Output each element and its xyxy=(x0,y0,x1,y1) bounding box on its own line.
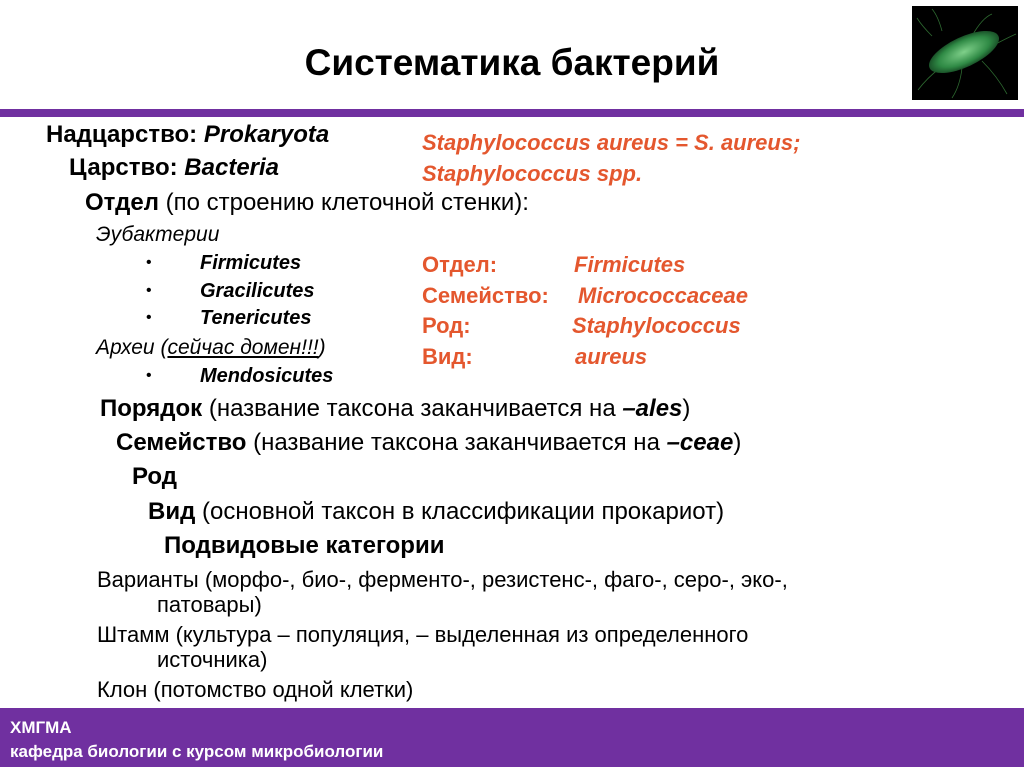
archaea-label: Археи ( xyxy=(96,336,168,359)
header-divider xyxy=(0,109,1024,117)
archaea-item: Mendosicutes xyxy=(200,365,334,387)
eubacteria-item: Firmicutes xyxy=(200,252,302,274)
footer-department: кафедра биологии с курсом микробиологии xyxy=(10,742,384,761)
order-suffix: –ales xyxy=(622,395,683,422)
right-row-label: Вид: xyxy=(422,344,473,369)
species-line xyxy=(148,498,724,526)
division-label: Отдел xyxy=(85,189,159,216)
right-row-label: Семейство: xyxy=(422,283,549,308)
right-row-value: Micrococcaceae xyxy=(578,283,748,308)
family-label: Семейство xyxy=(116,429,247,456)
bacterium-icon xyxy=(912,6,1018,100)
archaea-note: сейчас домен!!! xyxy=(167,336,319,359)
superkingdom-label: Надцарство: xyxy=(46,121,198,148)
species-label: Вид xyxy=(148,498,196,525)
bullet-icon: • xyxy=(146,309,152,326)
order-label: Порядок xyxy=(100,395,203,422)
family-pre: (название таксона заканчивается на xyxy=(253,429,667,456)
footer-institution: ХМГМА xyxy=(10,718,72,737)
right-row-label: Отдел: xyxy=(422,252,498,277)
clone-line: Клон (потомство одной клетки) xyxy=(97,677,414,702)
right-row-value: Staphylococcus xyxy=(572,313,741,338)
superkingdom-line xyxy=(46,121,329,149)
kingdom-value: Bacteria xyxy=(184,154,280,181)
strain-line-1: Штамм (культура – популяция, – выделенная из определенного xyxy=(97,622,749,647)
strain-line-2: источника) xyxy=(157,647,268,672)
right-row-label: Род: xyxy=(422,313,471,338)
variants-line-2: патовары) xyxy=(157,592,262,617)
species-note: (основной таксон в классификации прокариот) xyxy=(202,498,725,525)
bacterium-image xyxy=(912,6,1018,100)
division-note: (по строению клеточной стенки): xyxy=(165,189,529,216)
genus-label: Род xyxy=(132,463,177,490)
order-pre: (название таксона заканчивается на xyxy=(208,395,623,422)
subspecies-label: Подвидовые категории xyxy=(164,532,445,559)
order-post: ) xyxy=(682,395,691,422)
order-line xyxy=(100,395,690,423)
eubacteria-item: Gracilicutes xyxy=(200,280,315,302)
division-line xyxy=(85,189,529,217)
bullet-icon: • xyxy=(146,367,152,384)
example-line-1: Staphylococcus aureus = S. aureus; xyxy=(422,130,801,155)
superkingdom-value: Prokaryota xyxy=(203,121,330,148)
bullet-icon: • xyxy=(146,254,152,271)
variants-line-1: Варианты (морфо-, био-, ферменто-, резистенс-, фаго-, серо-, эко-, xyxy=(97,567,788,592)
family-line xyxy=(116,429,741,457)
archaea-line xyxy=(96,336,326,360)
page-title: Систематика бактерий xyxy=(304,42,720,83)
archaea-close: ) xyxy=(318,336,326,359)
example-line-2: Staphylococcus spp. xyxy=(422,161,643,186)
family-post: ) xyxy=(733,429,742,456)
right-row-value: Firmicutes xyxy=(574,252,686,277)
eubacteria-item: Tenericutes xyxy=(200,307,312,329)
eubacteria-label: Эубактерии xyxy=(96,223,220,246)
family-suffix: –ceae xyxy=(666,429,734,456)
bullet-icon: • xyxy=(146,282,152,299)
kingdom-label: Царство: xyxy=(69,154,178,181)
right-row-value: aureus xyxy=(575,344,648,369)
kingdom-line xyxy=(69,154,279,182)
